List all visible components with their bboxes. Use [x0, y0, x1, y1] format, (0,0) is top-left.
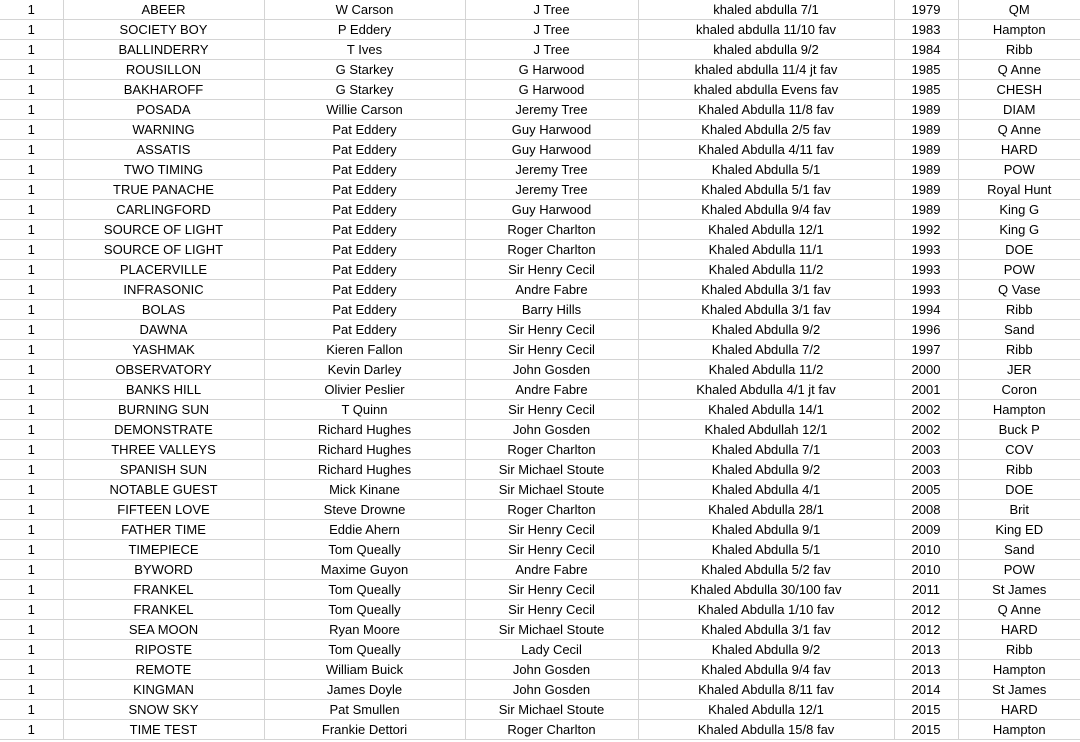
race-cell[interactable]: Ribb	[958, 340, 1080, 360]
table-row	[0, 460, 1080, 480]
year-cell[interactable]: 1985	[894, 60, 958, 80]
jockey-cell[interactable]: Pat Eddery	[264, 280, 465, 300]
trainer-cell[interactable]: Sir Henry Cecil	[465, 340, 638, 360]
jockey-cell[interactable]: Pat Eddery	[264, 200, 465, 220]
owner-odds-cell[interactable]: Khaled Abdulla 14/1	[638, 400, 894, 420]
position-cell[interactable]: 1	[0, 240, 63, 260]
year-cell[interactable]: 2002	[894, 420, 958, 440]
race-cell[interactable]: Coron	[958, 380, 1080, 400]
owner-odds-cell[interactable]: Khaled Abdulla 9/2	[638, 460, 894, 480]
position-cell[interactable]: 1	[0, 340, 63, 360]
table-row	[0, 540, 1080, 560]
table-row	[0, 680, 1080, 700]
trainer-cell[interactable]: Sir Henry Cecil	[465, 400, 638, 420]
year-cell[interactable]: 2010	[894, 560, 958, 580]
race-cell[interactable]: HARD	[958, 620, 1080, 640]
position-cell[interactable]: 1	[0, 60, 63, 80]
race-cell[interactable]: HARD	[958, 140, 1080, 160]
horse-cell[interactable]: ASSATIS	[63, 140, 264, 160]
year-cell[interactable]: 2014	[894, 680, 958, 700]
race-cell[interactable]: King ED	[958, 520, 1080, 540]
trainer-cell[interactable]: Guy Harwood	[465, 140, 638, 160]
jockey-cell[interactable]: Frankie Dettori	[264, 720, 465, 740]
horse-cell[interactable]: BURNING SUN	[63, 400, 264, 420]
jockey-cell[interactable]: Tom Queally	[264, 640, 465, 660]
year-cell[interactable]: 1985	[894, 80, 958, 100]
position-cell[interactable]: 1	[0, 480, 63, 500]
jockey-cell[interactable]: Pat Eddery	[264, 160, 465, 180]
table-row	[0, 240, 1080, 260]
position-cell[interactable]: 1	[0, 680, 63, 700]
year-cell[interactable]: 1989	[894, 120, 958, 140]
jockey-cell[interactable]: Tom Queally	[264, 580, 465, 600]
horse-cell[interactable]: BYWORD	[63, 560, 264, 580]
horse-cell[interactable]: NOTABLE GUEST	[63, 480, 264, 500]
table-row	[0, 620, 1080, 640]
jockey-cell[interactable]: Maxime Guyon	[264, 560, 465, 580]
position-cell[interactable]: 1	[0, 540, 63, 560]
trainer-cell[interactable]: J Tree	[465, 40, 638, 60]
year-cell[interactable]: 1989	[894, 140, 958, 160]
jockey-cell[interactable]: James Doyle	[264, 680, 465, 700]
jockey-cell[interactable]: Tom Queally	[264, 600, 465, 620]
owner-odds-cell[interactable]: Khaled Abdulla 5/1 fav	[638, 180, 894, 200]
owner-odds-cell[interactable]: khaled abdulla 7/1	[638, 0, 894, 20]
horse-cell[interactable]: BANKS HILL	[63, 380, 264, 400]
year-cell[interactable]: 2009	[894, 520, 958, 540]
table-row	[0, 160, 1080, 180]
table-row	[0, 440, 1080, 460]
position-cell[interactable]: 1	[0, 320, 63, 340]
position-cell[interactable]: 1	[0, 100, 63, 120]
horse-cell[interactable]: DAWNA	[63, 320, 264, 340]
year-cell[interactable]: 1993	[894, 280, 958, 300]
year-cell[interactable]: 1989	[894, 200, 958, 220]
position-cell[interactable]: 1	[0, 280, 63, 300]
table-row	[0, 360, 1080, 380]
jockey-cell[interactable]: Pat Eddery	[264, 320, 465, 340]
race-cell[interactable]: Royal Hunt	[958, 180, 1080, 200]
horse-cell[interactable]: SOURCE OF LIGHT	[63, 220, 264, 240]
position-cell[interactable]: 1	[0, 700, 63, 720]
owner-odds-cell[interactable]: Khaled Abdulla 11/1	[638, 240, 894, 260]
horse-cell[interactable]: SEA MOON	[63, 620, 264, 640]
trainer-cell[interactable]: Andre Fabre	[465, 380, 638, 400]
horse-cell[interactable]: PLACERVILLE	[63, 260, 264, 280]
position-cell[interactable]: 1	[0, 260, 63, 280]
horse-cell[interactable]: TRUE PANACHE	[63, 180, 264, 200]
year-cell[interactable]: 2015	[894, 720, 958, 740]
horse-cell[interactable]: INFRASONIC	[63, 280, 264, 300]
trainer-cell[interactable]: Sir Henry Cecil	[465, 320, 638, 340]
year-cell[interactable]: 1979	[894, 0, 958, 20]
jockey-cell[interactable]: Pat Eddery	[264, 220, 465, 240]
table-row	[0, 280, 1080, 300]
year-cell[interactable]: 1997	[894, 340, 958, 360]
horse-cell[interactable]: SPANISH SUN	[63, 460, 264, 480]
owner-odds-cell[interactable]: Khaled Abdulla 3/1 fav	[638, 300, 894, 320]
year-cell[interactable]: 2012	[894, 620, 958, 640]
table-row	[0, 380, 1080, 400]
race-cell[interactable]: POW	[958, 260, 1080, 280]
horse-cell[interactable]: FRANKEL	[63, 600, 264, 620]
owner-odds-cell[interactable]: Khaled Abdulla 11/8 fav	[638, 100, 894, 120]
jockey-cell[interactable]: Willie Carson	[264, 100, 465, 120]
horse-cell[interactable]: SOCIETY BOY	[63, 20, 264, 40]
position-cell[interactable]: 1	[0, 420, 63, 440]
trainer-cell[interactable]: John Gosden	[465, 660, 638, 680]
jockey-cell[interactable]: Richard Hughes	[264, 440, 465, 460]
race-cell[interactable]: Ribb	[958, 460, 1080, 480]
year-cell[interactable]: 1996	[894, 320, 958, 340]
jockey-cell[interactable]: Pat Eddery	[264, 180, 465, 200]
year-cell[interactable]: 2003	[894, 440, 958, 460]
owner-odds-cell[interactable]: Khaled Abdulla 5/1	[638, 160, 894, 180]
race-cell[interactable]: Q Vase	[958, 280, 1080, 300]
jockey-cell[interactable]: G Starkey	[264, 80, 465, 100]
race-cell[interactable]: COV	[958, 440, 1080, 460]
table-row	[0, 200, 1080, 220]
jockey-cell[interactable]: Tom Queally	[264, 540, 465, 560]
owner-odds-cell[interactable]: khaled abdulla 11/10 fav	[638, 20, 894, 40]
owner-odds-cell[interactable]: Khaled Abdulla 4/11 fav	[638, 140, 894, 160]
horse-cell[interactable]: FRANKEL	[63, 580, 264, 600]
year-cell[interactable]: 2005	[894, 480, 958, 500]
horse-cell[interactable]: CARLINGFORD	[63, 200, 264, 220]
position-cell[interactable]: 1	[0, 380, 63, 400]
owner-odds-cell[interactable]: Khaled Abdulla 1/10 fav	[638, 600, 894, 620]
table-row	[0, 500, 1080, 520]
race-cell[interactable]: POW	[958, 160, 1080, 180]
owner-odds-cell[interactable]: Khaled Abdulla 2/5 fav	[638, 120, 894, 140]
table-row	[0, 220, 1080, 240]
table-row	[0, 560, 1080, 580]
table-row	[0, 140, 1080, 160]
year-cell[interactable]: 1992	[894, 220, 958, 240]
jockey-cell[interactable]: Steve Drowne	[264, 500, 465, 520]
table-row	[0, 180, 1080, 200]
table-row	[0, 720, 1080, 740]
race-cell[interactable]: King G	[958, 220, 1080, 240]
owner-odds-cell[interactable]: Khaled Abdulla 9/4 fav	[638, 660, 894, 680]
jockey-cell[interactable]: Olivier Peslier	[264, 380, 465, 400]
position-cell[interactable]: 1	[0, 520, 63, 540]
owner-odds-cell[interactable]: Khaled Abdulla 30/100 fav	[638, 580, 894, 600]
table-row	[0, 260, 1080, 280]
position-cell[interactable]: 1	[0, 500, 63, 520]
table-row	[0, 60, 1080, 80]
year-cell[interactable]: 1993	[894, 240, 958, 260]
horse-cell[interactable]: ROUSILLON	[63, 60, 264, 80]
owner-odds-cell[interactable]: Khaled Abdulla 7/1	[638, 440, 894, 460]
trainer-cell[interactable]: Sir Michael Stoute	[465, 460, 638, 480]
position-cell[interactable]: 1	[0, 560, 63, 580]
owner-odds-cell[interactable]: khaled abdulla Evens fav	[638, 80, 894, 100]
jockey-cell[interactable]: Richard Hughes	[264, 420, 465, 440]
race-cell[interactable]: CHESH	[958, 80, 1080, 100]
horse-cell[interactable]: POSADA	[63, 100, 264, 120]
jockey-cell[interactable]: Mick Kinane	[264, 480, 465, 500]
race-cell[interactable]: DOE	[958, 480, 1080, 500]
trainer-cell[interactable]: Roger Charlton	[465, 440, 638, 460]
year-cell[interactable]: 2003	[894, 460, 958, 480]
position-cell[interactable]: 1	[0, 180, 63, 200]
table-row	[0, 660, 1080, 680]
trainer-cell[interactable]: Guy Harwood	[465, 200, 638, 220]
table-row	[0, 580, 1080, 600]
jockey-cell[interactable]: T Quinn	[264, 400, 465, 420]
trainer-cell[interactable]: Sir Henry Cecil	[465, 580, 638, 600]
jockey-cell[interactable]: Pat Eddery	[264, 260, 465, 280]
trainer-cell[interactable]: Sir Michael Stoute	[465, 480, 638, 500]
position-cell[interactable]: 1	[0, 20, 63, 40]
horse-cell[interactable]: YASHMAK	[63, 340, 264, 360]
table-row	[0, 40, 1080, 60]
horse-cell[interactable]: DEMONSTRATE	[63, 420, 264, 440]
position-cell[interactable]: 1	[0, 300, 63, 320]
position-cell[interactable]: 1	[0, 120, 63, 140]
owner-odds-cell[interactable]: Khaled Abdulla 9/4 fav	[638, 200, 894, 220]
jockey-cell[interactable]: Pat Eddery	[264, 300, 465, 320]
position-cell[interactable]: 1	[0, 440, 63, 460]
race-cell[interactable]: QM	[958, 0, 1080, 20]
horse-cell[interactable]: WARNING	[63, 120, 264, 140]
horse-cell[interactable]: FIFTEEN LOVE	[63, 500, 264, 520]
position-cell[interactable]: 1	[0, 600, 63, 620]
table-row	[0, 640, 1080, 660]
owner-odds-cell[interactable]: Khaled Abdulla 9/2	[638, 640, 894, 660]
year-cell[interactable]: 2001	[894, 380, 958, 400]
table-row	[0, 100, 1080, 120]
race-cell[interactable]: Brit	[958, 500, 1080, 520]
trainer-cell[interactable]: Guy Harwood	[465, 120, 638, 140]
jockey-cell[interactable]: Pat Eddery	[264, 120, 465, 140]
year-cell[interactable]: 2011	[894, 580, 958, 600]
owner-odds-cell[interactable]: Khaled Abdulla 4/1 jt fav	[638, 380, 894, 400]
table-row	[0, 600, 1080, 620]
owner-odds-cell[interactable]: Khaled Abdulla 5/1	[638, 540, 894, 560]
trainer-cell[interactable]: John Gosden	[465, 680, 638, 700]
jockey-cell[interactable]: T Ives	[264, 40, 465, 60]
trainer-cell[interactable]: Lady Cecil	[465, 640, 638, 660]
trainer-cell[interactable]: Jeremy Tree	[465, 180, 638, 200]
jockey-cell[interactable]: W Carson	[264, 0, 465, 20]
horse-cell[interactable]: REMOTE	[63, 660, 264, 680]
table-row	[0, 340, 1080, 360]
trainer-cell[interactable]: Sir Henry Cecil	[465, 600, 638, 620]
horse-cell[interactable]: TWO TIMING	[63, 160, 264, 180]
horse-cell[interactable]: BOLAS	[63, 300, 264, 320]
trainer-cell[interactable]: Andre Fabre	[465, 560, 638, 580]
horse-cell[interactable]: RIPOSTE	[63, 640, 264, 660]
trainer-cell[interactable]: Roger Charlton	[465, 500, 638, 520]
table-row	[0, 80, 1080, 100]
owner-odds-cell[interactable]: Khaled Abdulla 11/2	[638, 260, 894, 280]
owner-odds-cell[interactable]: Khaled Abdulla 8/11 fav	[638, 680, 894, 700]
jockey-cell[interactable]: G Starkey	[264, 60, 465, 80]
owner-odds-cell[interactable]: Khaled Abdulla 15/8 fav	[638, 720, 894, 740]
position-cell[interactable]: 1	[0, 580, 63, 600]
trainer-cell[interactable]: Roger Charlton	[465, 720, 638, 740]
jockey-cell[interactable]: P Eddery	[264, 20, 465, 40]
position-cell[interactable]: 1	[0, 720, 63, 740]
trainer-cell[interactable]: Andre Fabre	[465, 280, 638, 300]
year-cell[interactable]: 1989	[894, 180, 958, 200]
horse-cell[interactable]: OBSERVATORY	[63, 360, 264, 380]
race-cell[interactable]: Ribb	[958, 640, 1080, 660]
trainer-cell[interactable]: Roger Charlton	[465, 240, 638, 260]
year-cell[interactable]: 1984	[894, 40, 958, 60]
owner-odds-cell[interactable]: Khaled Abdulla 3/1 fav	[638, 620, 894, 640]
trainer-cell[interactable]: G Harwood	[465, 80, 638, 100]
trainer-cell[interactable]: J Tree	[465, 0, 638, 20]
position-cell[interactable]: 1	[0, 620, 63, 640]
table-row	[0, 400, 1080, 420]
year-cell[interactable]: 1993	[894, 260, 958, 280]
year-cell[interactable]: 2013	[894, 660, 958, 680]
owner-odds-cell[interactable]: Khaled Abdulla 9/2	[638, 320, 894, 340]
race-cell[interactable]: POW	[958, 560, 1080, 580]
year-cell[interactable]: 2008	[894, 500, 958, 520]
position-cell[interactable]: 1	[0, 460, 63, 480]
owner-odds-cell[interactable]: Khaled Abdulla 7/2	[638, 340, 894, 360]
race-cell[interactable]: King G	[958, 200, 1080, 220]
owner-odds-cell[interactable]: Khaled Abdulla 12/1	[638, 700, 894, 720]
owner-odds-cell[interactable]: Khaled Abdulla 4/1	[638, 480, 894, 500]
trainer-cell[interactable]: Sir Henry Cecil	[465, 260, 638, 280]
horse-cell[interactable]: TIME TEST	[63, 720, 264, 740]
year-cell[interactable]: 2002	[894, 400, 958, 420]
position-cell[interactable]: 1	[0, 40, 63, 60]
race-cell[interactable]: Hampton	[958, 660, 1080, 680]
position-cell[interactable]: 1	[0, 660, 63, 680]
race-cell[interactable]: Q Anne	[958, 60, 1080, 80]
table-row	[0, 320, 1080, 340]
table-row	[0, 20, 1080, 40]
horse-cell[interactable]: BALLINDERRY	[63, 40, 264, 60]
trainer-cell[interactable]: Sir Michael Stoute	[465, 620, 638, 640]
year-cell[interactable]: 1983	[894, 20, 958, 40]
race-cell[interactable]: Sand	[958, 540, 1080, 560]
race-cell[interactable]: HARD	[958, 700, 1080, 720]
position-cell[interactable]: 1	[0, 0, 63, 20]
race-cell[interactable]: DOE	[958, 240, 1080, 260]
owner-odds-cell[interactable]: Khaled Abdulla 3/1 fav	[638, 280, 894, 300]
trainer-cell[interactable]: John Gosden	[465, 360, 638, 380]
race-cell[interactable]: Hampton	[958, 20, 1080, 40]
trainer-cell[interactable]: John Gosden	[465, 420, 638, 440]
trainer-cell[interactable]: Sir Henry Cecil	[465, 540, 638, 560]
owner-odds-cell[interactable]: khaled abdulla 9/2	[638, 40, 894, 60]
jockey-cell[interactable]: William Buick	[264, 660, 465, 680]
race-cell[interactable]: Buck P	[958, 420, 1080, 440]
horse-cell[interactable]: SNOW SKY	[63, 700, 264, 720]
jockey-cell[interactable]: Ryan Moore	[264, 620, 465, 640]
jockey-cell[interactable]: Kevin Darley	[264, 360, 465, 380]
owner-odds-cell[interactable]: Khaled Abdulla 28/1	[638, 500, 894, 520]
jockey-cell[interactable]: Eddie Ahern	[264, 520, 465, 540]
trainer-cell[interactable]: Barry Hills	[465, 300, 638, 320]
trainer-cell[interactable]: Sir Henry Cecil	[465, 520, 638, 540]
trainer-cell[interactable]: Jeremy Tree	[465, 100, 638, 120]
owner-odds-cell[interactable]: khaled abdulla 11/4 jt fav	[638, 60, 894, 80]
race-cell[interactable]: Sand	[958, 320, 1080, 340]
table-row	[0, 480, 1080, 500]
year-cell[interactable]: 2013	[894, 640, 958, 660]
owner-odds-cell[interactable]: Khaled Abdullah 12/1	[638, 420, 894, 440]
race-cell[interactable]: Q Anne	[958, 120, 1080, 140]
race-cell[interactable]: DIAM	[958, 100, 1080, 120]
race-cell[interactable]: St James	[958, 680, 1080, 700]
trainer-cell[interactable]: Jeremy Tree	[465, 160, 638, 180]
year-cell[interactable]: 2010	[894, 540, 958, 560]
trainer-cell[interactable]: Roger Charlton	[465, 220, 638, 240]
jockey-cell[interactable]: Richard Hughes	[264, 460, 465, 480]
table-row	[0, 420, 1080, 440]
horse-cell[interactable]: BAKHAROFF	[63, 80, 264, 100]
jockey-cell[interactable]: Pat Eddery	[264, 140, 465, 160]
horse-cell[interactable]: KINGMAN	[63, 680, 264, 700]
position-cell[interactable]: 1	[0, 200, 63, 220]
horse-cell[interactable]: ABEER	[63, 0, 264, 20]
year-cell[interactable]: 1989	[894, 100, 958, 120]
position-cell[interactable]: 1	[0, 360, 63, 380]
position-cell[interactable]: 1	[0, 160, 63, 180]
race-cell[interactable]: Hampton	[958, 400, 1080, 420]
race-cell[interactable]: St James	[958, 580, 1080, 600]
table-row	[0, 0, 1080, 20]
owner-odds-cell[interactable]: Khaled Abdulla 12/1	[638, 220, 894, 240]
jockey-cell[interactable]: Kieren Fallon	[264, 340, 465, 360]
owner-odds-cell[interactable]: Khaled Abdulla 9/1	[638, 520, 894, 540]
table-row	[0, 520, 1080, 540]
position-cell[interactable]: 1	[0, 220, 63, 240]
position-cell[interactable]: 1	[0, 400, 63, 420]
year-cell[interactable]: 1994	[894, 300, 958, 320]
horse-cell[interactable]: THREE VALLEYS	[63, 440, 264, 460]
horse-cell[interactable]: FATHER TIME	[63, 520, 264, 540]
position-cell[interactable]: 1	[0, 640, 63, 660]
race-cell[interactable]: Hampton	[958, 720, 1080, 740]
race-cell[interactable]: Ribb	[958, 40, 1080, 60]
year-cell[interactable]: 2015	[894, 700, 958, 720]
position-cell[interactable]: 1	[0, 140, 63, 160]
table-row	[0, 700, 1080, 720]
horse-cell[interactable]: TIMEPIECE	[63, 540, 264, 560]
trainer-cell[interactable]: G Harwood	[465, 60, 638, 80]
owner-odds-cell[interactable]: Khaled Abdulla 5/2 fav	[638, 560, 894, 580]
year-cell[interactable]: 1989	[894, 160, 958, 180]
year-cell[interactable]: 2000	[894, 360, 958, 380]
table-row	[0, 300, 1080, 320]
race-cell[interactable]: Ribb	[958, 300, 1080, 320]
trainer-cell[interactable]: J Tree	[465, 20, 638, 40]
jockey-cell[interactable]: Pat Eddery	[264, 240, 465, 260]
race-cell[interactable]: JER	[958, 360, 1080, 380]
race-cell[interactable]: Q Anne	[958, 600, 1080, 620]
trainer-cell[interactable]: Sir Michael Stoute	[465, 700, 638, 720]
position-cell[interactable]: 1	[0, 80, 63, 100]
year-cell[interactable]: 2012	[894, 600, 958, 620]
table-row	[0, 120, 1080, 140]
owner-odds-cell[interactable]: Khaled Abdulla 11/2	[638, 360, 894, 380]
jockey-cell[interactable]: Pat Smullen	[264, 700, 465, 720]
horse-cell[interactable]: SOURCE OF LIGHT	[63, 240, 264, 260]
